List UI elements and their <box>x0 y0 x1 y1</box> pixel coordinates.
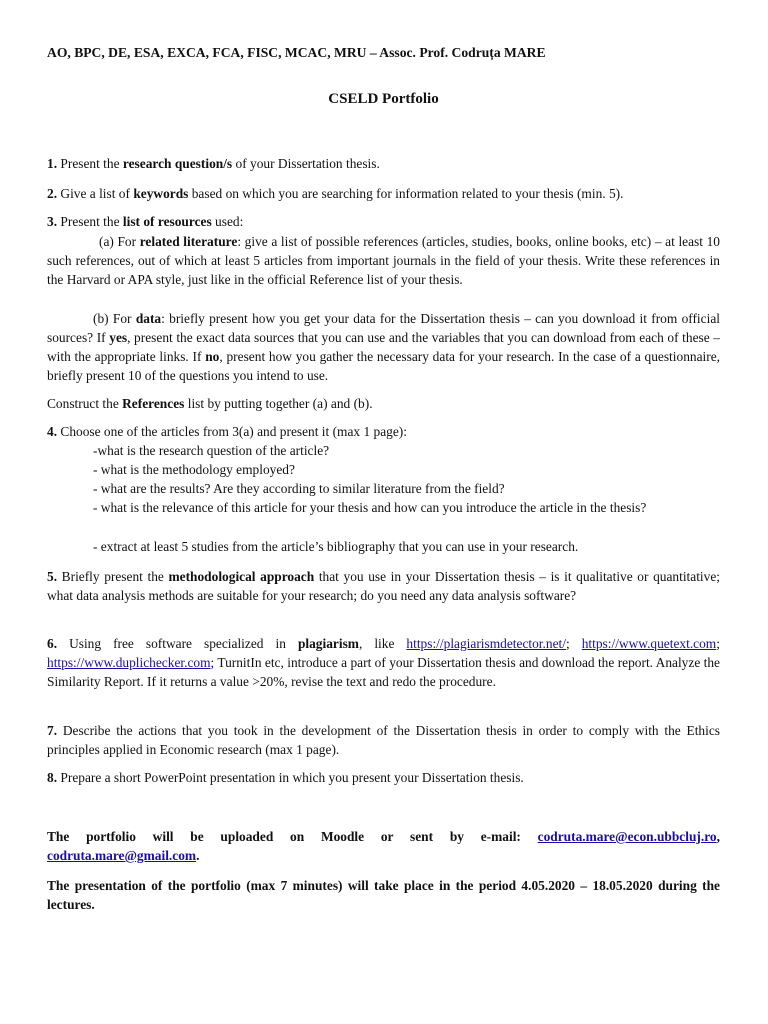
plagiarismdetector-link[interactable]: https://plagiarismdetector.net/ <box>406 636 566 651</box>
references-note: Construct the References list by putting together (a) and (b). <box>47 396 373 411</box>
item-1: 1. Present the research question/s of your Dissertation thesis. <box>47 156 380 171</box>
item-4-sub-5: - extract at least 5 studies from the article’s bibliography that you can use in your research. <box>93 539 579 554</box>
duplichecker-link[interactable]: https://www.duplichecker.com <box>47 655 211 670</box>
item-5: 5. Briefly present the methodological approach that you use in your Dissertation thesis – is it qualitative or quantitative; what data analysis methods are suitable for your research; do you need any data analysis software? <box>47 569 721 603</box>
item-4-sub-2: - what is the methodology employed? <box>93 462 295 477</box>
page-title: CSELD Portfolio <box>328 91 439 107</box>
item-7: 7. Describe the actions that you took in the development of the Dissertation thesis in order to comply with the Ethics principles applied in Economic research (max 1 page). <box>47 723 720 757</box>
item-number: 3. <box>47 214 58 229</box>
header-line: AO, BPC, DE, ESA, EXCA, FCA, FISC, MCAC, MRU – Assoc. Prof. Codruța MARE <box>47 45 546 60</box>
item-number: 5. <box>47 569 58 584</box>
item-8: 8. Prepare a short PowerPoint presentation in which you present your Dissertation thesis. <box>47 770 524 785</box>
item-3: 3. Present the list of resources used: <box>47 214 244 229</box>
email-link-gmail[interactable]: codruta.mare@gmail.com <box>47 848 197 863</box>
item-4-sub-1: -what is the research question of the article? <box>93 443 330 458</box>
item-number: 8. <box>47 770 58 785</box>
item-6: 6. Using free software specialized in plagiarism, like https://plagiarismdetector.net/; https://www.quetext.com; https://www.duplichecker.com; TurnitIn etc, introduce a part of your Dissertation thesis and download the report. Analyze the Similarity Report. If it returns a value >20%, revise the text and redo the procedure. <box>47 636 720 689</box>
presentation-note: The presentation of the portfolio (max 7 minutes) will take place in the period 4.05.2020 – 18.05.2020 during the lectures. <box>47 878 720 912</box>
item-4-sub-4: - what is the relevance of this article for your thesis and how can you introduce the article in the thesis? <box>93 500 647 515</box>
item-4: 4. Choose one of the articles from 3(a) and present it (max 1 page): <box>47 424 407 439</box>
item-number: 2. <box>47 186 58 201</box>
item-2: 2. Give a list of keywords based on which you are searching for information related to your thesis (min. 5). <box>47 186 624 201</box>
item-number: 4. <box>47 424 58 439</box>
item-number: 6. <box>47 636 58 651</box>
quetext-link[interactable]: https://www.quetext.com <box>581 636 717 651</box>
item-3b: (b) For data: briefly present how you get your data for the Dissertation thesis – can you download it from official sources? If yes, present the exact data sources that you can use and the variables that you can download from each of these – with the appropriate links. If no, present how you gather the necessary data for your research. In the case of a questionnaire, briefly present 10 of the questions you intend to use. <box>47 311 720 383</box>
item-3a: (a) For related literature: give a list of possible references (articles, studies, books, online books, etc) – at least 10 such references, out of which at least 5 articles from important journals in the field of your thesis. Write these references in the Harvard or APA style, just like in the official Reference list of your thesis. <box>47 234 721 287</box>
item-4-sub-3: - what are the results? Are they according to similar literature from the field? <box>93 481 505 496</box>
upload-note: The portfolio will be uploaded on Moodle or sent by e-mail: codruta.mare@econ.ubbcluj.ro, codruta.mare@gmail.com. <box>47 829 720 863</box>
item-number: 7. <box>47 723 58 738</box>
item-number: 1. <box>47 156 58 171</box>
email-link-econ[interactable]: codruta.mare@econ.ubbcluj.ro <box>537 829 717 844</box>
